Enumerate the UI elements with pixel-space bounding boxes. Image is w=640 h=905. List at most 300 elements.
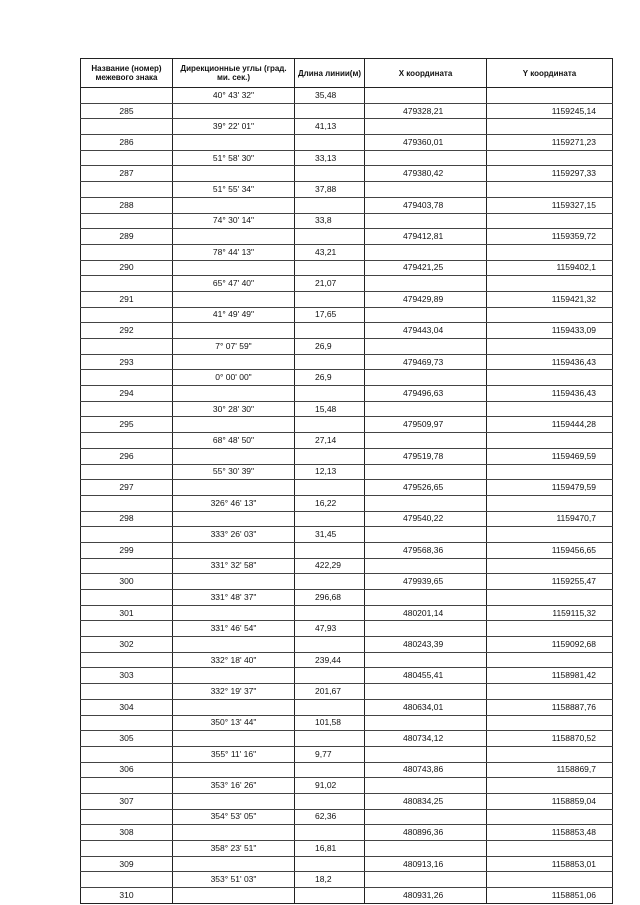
table-row: [81, 276, 613, 292]
cell-x-coordinate: 479328,21: [365, 103, 487, 119]
cell-bearing-angle: [173, 762, 295, 778]
cell-bearing-angle: 354° 53' 05": [173, 809, 295, 825]
cell-point-name: [81, 621, 173, 637]
cell-y-coordinate: [487, 746, 613, 762]
cell-bearing-angle: 355° 11' 16": [173, 746, 295, 762]
cell-bearing-angle: 332° 19' 37": [173, 684, 295, 700]
cell-x-coordinate: [365, 746, 487, 762]
table-row: [81, 166, 613, 182]
cell-line-length: [295, 637, 365, 653]
cell-x-coordinate: [365, 621, 487, 637]
table-row: [81, 480, 613, 496]
cell-y-coordinate: 1159245,14: [487, 103, 613, 119]
cell-line-length: 35,48: [295, 88, 365, 104]
table-row: [81, 150, 613, 166]
cell-x-coordinate: 479360,01: [365, 135, 487, 151]
table-row: [81, 605, 613, 621]
cell-point-name: 287: [81, 166, 173, 182]
cell-line-length: [295, 731, 365, 747]
cell-bearing-angle: [173, 542, 295, 558]
table-row: [81, 888, 613, 904]
cell-x-coordinate: 480243,39: [365, 637, 487, 653]
cell-y-coordinate: 1159444,28: [487, 417, 613, 433]
cell-point-name: [81, 495, 173, 511]
table-row: [81, 746, 613, 762]
cell-bearing-angle: [173, 856, 295, 872]
cell-x-coordinate: [365, 652, 487, 668]
table-row: [81, 417, 613, 433]
table-row: [81, 307, 613, 323]
table-row: [81, 213, 613, 229]
cell-x-coordinate: 480734,12: [365, 731, 487, 747]
header-name: Название (номер) межевого знака: [81, 59, 173, 88]
cell-point-name: 297: [81, 480, 173, 496]
table-row: [81, 652, 613, 668]
cell-y-coordinate: [487, 150, 613, 166]
cell-point-name: 305: [81, 731, 173, 747]
cell-y-coordinate: 1159436,43: [487, 386, 613, 402]
table-row: [81, 182, 613, 198]
cell-y-coordinate: [487, 872, 613, 888]
cell-x-coordinate: [365, 684, 487, 700]
cell-bearing-angle: 331° 48' 37": [173, 590, 295, 606]
cell-point-name: 288: [81, 197, 173, 213]
cell-point-name: [81, 150, 173, 166]
cell-point-name: [81, 88, 173, 104]
cell-y-coordinate: 1159402,1: [487, 260, 613, 276]
cell-line-length: 239,44: [295, 652, 365, 668]
cell-point-name: 291: [81, 291, 173, 307]
cell-bearing-angle: 41° 49' 49": [173, 307, 295, 323]
cell-point-name: 300: [81, 574, 173, 590]
table-row: [81, 464, 613, 480]
cell-point-name: [81, 370, 173, 386]
cell-y-coordinate: [487, 370, 613, 386]
cell-point-name: 293: [81, 354, 173, 370]
cell-x-coordinate: 479939,65: [365, 574, 487, 590]
cell-x-coordinate: 479496,63: [365, 386, 487, 402]
cell-bearing-angle: [173, 323, 295, 339]
cell-bearing-angle: [173, 793, 295, 809]
cell-line-length: 26,9: [295, 370, 365, 386]
table-row: [81, 684, 613, 700]
cell-line-length: [295, 511, 365, 527]
cell-line-length: 26,9: [295, 339, 365, 355]
cell-point-name: [81, 872, 173, 888]
cell-point-name: 301: [81, 605, 173, 621]
cell-x-coordinate: 480455,41: [365, 668, 487, 684]
cell-point-name: [81, 527, 173, 543]
cell-line-length: 16,81: [295, 841, 365, 857]
cell-y-coordinate: 1158851,06: [487, 888, 613, 904]
cell-line-length: 33,13: [295, 150, 365, 166]
table-row: [81, 637, 613, 653]
cell-bearing-angle: [173, 731, 295, 747]
cell-point-name: 299: [81, 542, 173, 558]
table-row: [81, 841, 613, 857]
cell-x-coordinate: [365, 433, 487, 449]
cell-y-coordinate: 1158853,48: [487, 825, 613, 841]
cell-x-coordinate: [365, 88, 487, 104]
cell-line-length: [295, 166, 365, 182]
cell-bearing-angle: 55° 30' 39": [173, 464, 295, 480]
cell-y-coordinate: [487, 558, 613, 574]
table-row: [81, 291, 613, 307]
cell-x-coordinate: 479509,97: [365, 417, 487, 433]
cell-bearing-angle: 326° 46' 13": [173, 495, 295, 511]
table-row: [81, 762, 613, 778]
header-x: X координата: [365, 59, 487, 88]
table-row: [81, 793, 613, 809]
cell-y-coordinate: 1159421,32: [487, 291, 613, 307]
cell-x-coordinate: [365, 841, 487, 857]
cell-x-coordinate: 480634,01: [365, 699, 487, 715]
cell-bearing-angle: [173, 260, 295, 276]
cell-point-name: [81, 276, 173, 292]
cell-y-coordinate: [487, 841, 613, 857]
cell-line-length: [295, 699, 365, 715]
cell-y-coordinate: 1158870,52: [487, 731, 613, 747]
cell-y-coordinate: [487, 809, 613, 825]
cell-bearing-angle: [173, 668, 295, 684]
cell-y-coordinate: [487, 778, 613, 794]
cell-x-coordinate: 480834,25: [365, 793, 487, 809]
cell-x-coordinate: 479526,65: [365, 480, 487, 496]
cell-x-coordinate: [365, 119, 487, 135]
cell-y-coordinate: [487, 495, 613, 511]
cell-x-coordinate: 480201,14: [365, 605, 487, 621]
cell-bearing-angle: [173, 135, 295, 151]
cell-point-name: 294: [81, 386, 173, 402]
cell-line-length: [295, 448, 365, 464]
cell-y-coordinate: 1159092,68: [487, 637, 613, 653]
table-row: [81, 527, 613, 543]
cell-x-coordinate: [365, 778, 487, 794]
cell-x-coordinate: [365, 276, 487, 292]
cell-point-name: [81, 339, 173, 355]
cell-x-coordinate: 479519,78: [365, 448, 487, 464]
cell-bearing-angle: [173, 354, 295, 370]
cell-bearing-angle: 332° 18' 40": [173, 652, 295, 668]
header-row: [81, 59, 613, 88]
cell-bearing-angle: 51° 55' 34": [173, 182, 295, 198]
cell-point-name: [81, 119, 173, 135]
cell-point-name: [81, 558, 173, 574]
cell-line-length: [295, 668, 365, 684]
cell-line-length: [295, 793, 365, 809]
cell-x-coordinate: [365, 370, 487, 386]
cell-point-name: 285: [81, 103, 173, 119]
table-row: [81, 856, 613, 872]
cell-line-length: [295, 291, 365, 307]
cell-bearing-angle: 40° 43' 32": [173, 88, 295, 104]
cell-bearing-angle: 331° 32' 58": [173, 558, 295, 574]
cell-line-length: 21,07: [295, 276, 365, 292]
cell-line-length: 62,36: [295, 809, 365, 825]
cell-line-length: [295, 542, 365, 558]
cell-point-name: [81, 244, 173, 260]
cell-y-coordinate: [487, 715, 613, 731]
cell-y-coordinate: 1159479,59: [487, 480, 613, 496]
cell-y-coordinate: [487, 684, 613, 700]
cell-line-length: 15,48: [295, 401, 365, 417]
cell-bearing-angle: 331° 46' 54": [173, 621, 295, 637]
table-row: [81, 88, 613, 104]
cell-line-length: 18,2: [295, 872, 365, 888]
cell-point-name: 309: [81, 856, 173, 872]
cell-point-name: 296: [81, 448, 173, 464]
cell-bearing-angle: 30° 28' 30": [173, 401, 295, 417]
cell-x-coordinate: [365, 150, 487, 166]
table-row: [81, 511, 613, 527]
cell-y-coordinate: 1159436,43: [487, 354, 613, 370]
cell-point-name: [81, 809, 173, 825]
cell-y-coordinate: 1159433,09: [487, 323, 613, 339]
cell-line-length: 43,21: [295, 244, 365, 260]
cell-x-coordinate: [365, 401, 487, 417]
table-row: [81, 809, 613, 825]
cell-bearing-angle: 7° 07' 59": [173, 339, 295, 355]
cell-line-length: [295, 135, 365, 151]
table-row: [81, 558, 613, 574]
header-y: Y координата: [487, 59, 613, 88]
cell-line-length: [295, 197, 365, 213]
cell-point-name: [81, 841, 173, 857]
cell-point-name: 290: [81, 260, 173, 276]
cell-line-length: 422,29: [295, 558, 365, 574]
cell-bearing-angle: [173, 888, 295, 904]
cell-point-name: 310: [81, 888, 173, 904]
cell-x-coordinate: 479380,42: [365, 166, 487, 182]
cell-bearing-angle: [173, 605, 295, 621]
cell-bearing-angle: [173, 825, 295, 841]
cell-line-length: 41,13: [295, 119, 365, 135]
cell-y-coordinate: 1158981,42: [487, 668, 613, 684]
cell-point-name: [81, 652, 173, 668]
cell-line-length: [295, 825, 365, 841]
cell-bearing-angle: [173, 166, 295, 182]
cell-y-coordinate: [487, 433, 613, 449]
cell-bearing-angle: [173, 699, 295, 715]
cell-y-coordinate: 1158853,01: [487, 856, 613, 872]
table-body: [81, 88, 613, 904]
cell-bearing-angle: [173, 291, 295, 307]
cell-x-coordinate: 480913,16: [365, 856, 487, 872]
cell-bearing-angle: 333° 26' 03": [173, 527, 295, 543]
table-row: [81, 448, 613, 464]
cell-y-coordinate: [487, 182, 613, 198]
table-row: [81, 731, 613, 747]
table-row: [81, 495, 613, 511]
cell-bearing-angle: 0° 00' 00": [173, 370, 295, 386]
cell-x-coordinate: 480743,86: [365, 762, 487, 778]
cell-bearing-angle: [173, 480, 295, 496]
cell-point-name: [81, 401, 173, 417]
cell-x-coordinate: 479412,81: [365, 229, 487, 245]
table-row: [81, 590, 613, 606]
cell-point-name: 298: [81, 511, 173, 527]
cell-line-length: 27,14: [295, 433, 365, 449]
table-row: [81, 244, 613, 260]
cell-point-name: [81, 307, 173, 323]
cell-point-name: 306: [81, 762, 173, 778]
table-row: [81, 386, 613, 402]
cell-y-coordinate: [487, 652, 613, 668]
cell-y-coordinate: [487, 88, 613, 104]
cell-y-coordinate: 1159359,72: [487, 229, 613, 245]
cell-y-coordinate: 1158869,7: [487, 762, 613, 778]
cell-bearing-angle: [173, 103, 295, 119]
cell-point-name: 303: [81, 668, 173, 684]
table-row: [81, 542, 613, 558]
cell-point-name: [81, 464, 173, 480]
cell-y-coordinate: [487, 213, 613, 229]
cell-y-coordinate: [487, 276, 613, 292]
cell-line-length: 201,67: [295, 684, 365, 700]
cell-line-length: 16,22: [295, 495, 365, 511]
cell-line-length: 91,02: [295, 778, 365, 794]
table-row: [81, 668, 613, 684]
cell-x-coordinate: [365, 495, 487, 511]
cell-line-length: [295, 888, 365, 904]
table-row: [81, 370, 613, 386]
cell-x-coordinate: [365, 244, 487, 260]
cell-point-name: 292: [81, 323, 173, 339]
cell-y-coordinate: 1158887,76: [487, 699, 613, 715]
cell-point-name: 308: [81, 825, 173, 841]
cell-point-name: [81, 746, 173, 762]
cell-x-coordinate: [365, 307, 487, 323]
cell-x-coordinate: [365, 213, 487, 229]
cell-line-length: [295, 323, 365, 339]
cell-line-length: 31,45: [295, 527, 365, 543]
cell-point-name: [81, 684, 173, 700]
cell-bearing-angle: 353° 16' 26": [173, 778, 295, 794]
table-row: [81, 621, 613, 637]
cell-bearing-angle: 65° 47' 40": [173, 276, 295, 292]
cell-line-length: [295, 762, 365, 778]
cell-y-coordinate: [487, 621, 613, 637]
cell-line-length: 12,13: [295, 464, 365, 480]
cell-x-coordinate: [365, 872, 487, 888]
table-row: [81, 229, 613, 245]
table-row: [81, 715, 613, 731]
cell-bearing-angle: 51° 58' 30": [173, 150, 295, 166]
cell-y-coordinate: 1158859,04: [487, 793, 613, 809]
cell-line-length: [295, 229, 365, 245]
boundary-coordinates-table: [80, 58, 613, 904]
cell-point-name: 289: [81, 229, 173, 245]
cell-point-name: 295: [81, 417, 173, 433]
cell-y-coordinate: 1159255,47: [487, 574, 613, 590]
cell-bearing-angle: 74° 30' 14": [173, 213, 295, 229]
cell-line-length: [295, 574, 365, 590]
table-row: [81, 778, 613, 794]
cell-line-length: 47,93: [295, 621, 365, 637]
cell-line-length: 296,68: [295, 590, 365, 606]
cell-x-coordinate: 480931,26: [365, 888, 487, 904]
cell-point-name: [81, 778, 173, 794]
cell-point-name: [81, 433, 173, 449]
cell-line-length: [295, 386, 365, 402]
cell-line-length: [295, 605, 365, 621]
table-row: [81, 119, 613, 135]
cell-x-coordinate: [365, 339, 487, 355]
cell-line-length: [295, 103, 365, 119]
cell-x-coordinate: 479421,25: [365, 260, 487, 276]
cell-x-coordinate: 479568,36: [365, 542, 487, 558]
table-row: [81, 872, 613, 888]
cell-x-coordinate: 479429,89: [365, 291, 487, 307]
table-row: [81, 354, 613, 370]
cell-point-name: [81, 182, 173, 198]
cell-y-coordinate: [487, 464, 613, 480]
cell-y-coordinate: [487, 307, 613, 323]
cell-bearing-angle: [173, 197, 295, 213]
table-row: [81, 339, 613, 355]
cell-y-coordinate: 1159297,33: [487, 166, 613, 182]
cell-line-length: 37,88: [295, 182, 365, 198]
cell-point-name: 307: [81, 793, 173, 809]
cell-x-coordinate: [365, 464, 487, 480]
cell-bearing-angle: [173, 574, 295, 590]
cell-x-coordinate: 479403,78: [365, 197, 487, 213]
cell-bearing-angle: 350° 13' 44": [173, 715, 295, 731]
cell-bearing-angle: [173, 448, 295, 464]
cell-x-coordinate: 480896,36: [365, 825, 487, 841]
cell-y-coordinate: [487, 527, 613, 543]
cell-line-length: 17,65: [295, 307, 365, 323]
cell-x-coordinate: [365, 558, 487, 574]
table-row: [81, 574, 613, 590]
cell-x-coordinate: [365, 715, 487, 731]
cell-x-coordinate: [365, 527, 487, 543]
table-row: [81, 323, 613, 339]
cell-y-coordinate: 1159470,7: [487, 511, 613, 527]
cell-bearing-angle: [173, 417, 295, 433]
cell-line-length: [295, 354, 365, 370]
cell-bearing-angle: 39° 22' 01": [173, 119, 295, 135]
cell-line-length: 101,58: [295, 715, 365, 731]
cell-x-coordinate: 479469,73: [365, 354, 487, 370]
cell-y-coordinate: [487, 244, 613, 260]
cell-line-length: [295, 417, 365, 433]
cell-bearing-angle: 358° 23' 51": [173, 841, 295, 857]
cell-y-coordinate: 1159456,65: [487, 542, 613, 558]
table-row: [81, 260, 613, 276]
table-row: [81, 401, 613, 417]
cell-x-coordinate: 479443,04: [365, 323, 487, 339]
cell-bearing-angle: [173, 229, 295, 245]
cell-line-length: 9,77: [295, 746, 365, 762]
cell-point-name: 286: [81, 135, 173, 151]
cell-y-coordinate: [487, 339, 613, 355]
table-header: [81, 59, 613, 88]
table-row: [81, 825, 613, 841]
cell-line-length: [295, 856, 365, 872]
table-row: [81, 433, 613, 449]
table-row: [81, 699, 613, 715]
cell-bearing-angle: [173, 637, 295, 653]
cell-x-coordinate: [365, 809, 487, 825]
cell-y-coordinate: 1159271,23: [487, 135, 613, 151]
header-angle: Дирекционные углы (град. ми. сек.): [173, 59, 295, 88]
cell-point-name: 302: [81, 637, 173, 653]
cell-bearing-angle: 78° 44' 13": [173, 244, 295, 260]
cell-line-length: [295, 480, 365, 496]
cell-y-coordinate: 1159115,32: [487, 605, 613, 621]
cell-y-coordinate: 1159327,15: [487, 197, 613, 213]
